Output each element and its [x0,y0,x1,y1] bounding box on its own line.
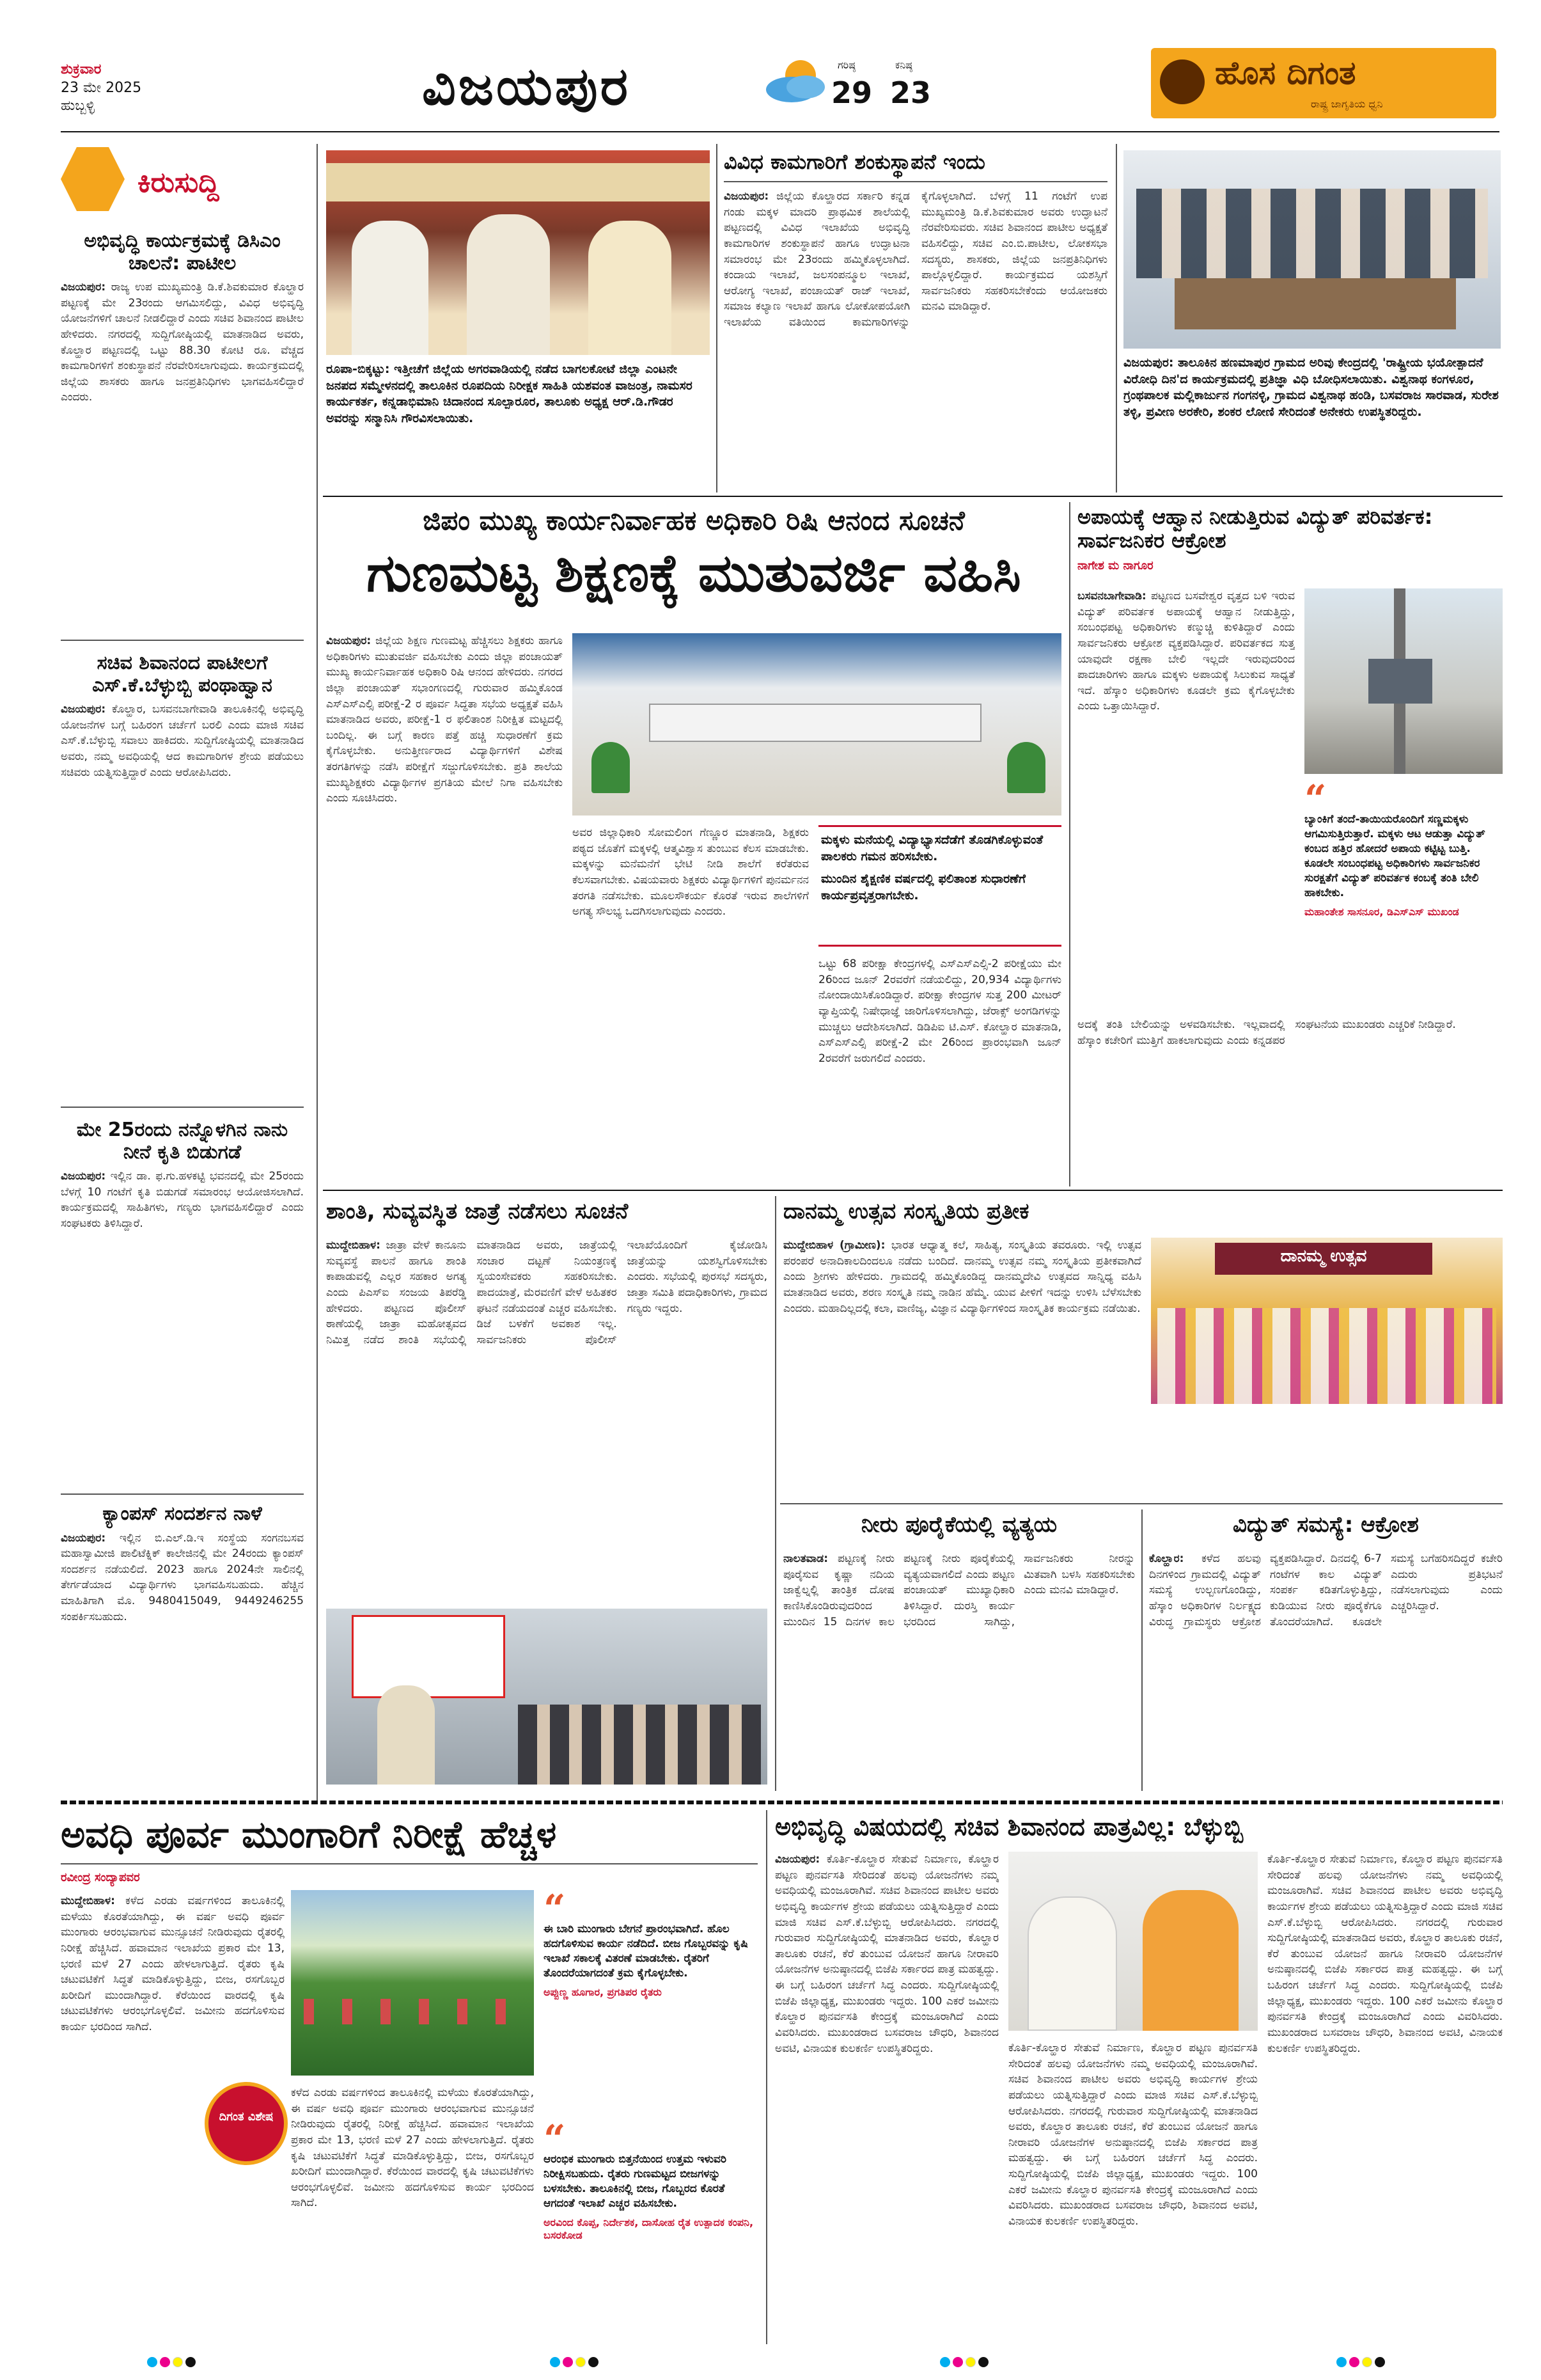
section-rule [61,1801,1503,1804]
press-meet-photo [1008,1852,1258,2031]
person-shape [588,221,671,355]
lead-dateline: ವಿಜಯಪುರ: [326,634,372,647]
brief-divider [61,1493,304,1495]
monsoon-quote-2-author: ಅರವಿಂದ ಕೊಪ್ಪ, ನಿರ್ದೇಶಕ, ದಾಸೋಹ ರೈತ ಉತ್ಪಾದಕ ಕಂಪನಿ, ಬಸರಕೋಡ [544,2216,754,2241]
bellubbi-text-3: ಕೊರ್ತಿ-ಕೊಲ್ಹಾರ ಸೇತುವೆ ನಿರ್ಮಾಣ, ಕೊಲ್ಹಾರ ಪಟ್ಟಣ ಪುನರ್ವಸತಿ ಸೇರಿದಂತೆ ಹಲವು ಯೋಜನೆಗಳು ನಮ್ಮ ಅವಧಿಯಲ್ಲಿ ಮಂಜೂರಾಗಿವೆ. ಸಚಿವ ಶಿವಾನಂದ ಪಾಟೀಲ ಅವರು ಅಭಿವೃದ್ಧಿ ಕಾರ್ಯಗಳ ಶ್ರೇಯ ಪಡೆಯಲು ಯತ್ನಿಸುತ್ತಿದ್ದಾರೆ ಎಂದು ಮಾಜಿ ಸಚಿವ ಎಸ್.ಕೆ.ಬೆಳ್ಳುಬ್ಬಿ ಆರೋಪಿಸಿದರು. ನಗರದಲ್ಲಿ ಗುರುವಾರ ಸುದ್ದಿಗೋಷ್ಠಿಯಲ್ಲಿ ಮಾತನಾಡಿದ ಅವರು, ಕೊಲ್ಹಾರ ತಾಲೂಕು ರಚನೆ, ಕೆರೆ ತುಂಬುವ ಯೋಜನೆ ಹಾಗೂ ನೀರಾವರಿ ಯೋಜನೆಗಳ ಅನುಷ್ಠಾನದಲ್ಲಿ ಬಿಜೆಪಿ ಸರ್ಕಾರದ ಪಾತ್ರ ಮಹತ್ವದ್ದು. ಈ ಬಗ್ಗೆ ಬಹಿರಂಗ ಚರ್ಚೆಗೆ ಸಿದ್ಧ ಎಂದರು. ಸುದ್ದಿಗೋಷ್ಠಿಯಲ್ಲಿ ಬಿಜೆಪಿ ಜಿಲ್ಲಾಧ್ಯಕ್ಷ, ಮುಖಂಡರು ಇದ್ದರು. 100 ಎಕರೆ ಜಮೀನು ಕೊಲ್ಹಾರ ಪುನರ್ವಸತಿ ಕೇಂದ್ರಕ್ಕೆ ಮಂಜೂರಾಗಿದೆ ಎಂದು ವಿವರಿಸಿದರು. ಮುಖಂಡರಾದ ಬಸವರಾಜ ಚೌಧರಿ, ಶಿವಾನಂದ ಅವಟಿ, ವಿನಾಯಕ ಕುಲಕರ್ಣಿ ಉಪಸ್ಥಿತರಿದ್ದರು. [1267,1853,1503,2055]
brief-3-headline: ಮೇ 25ರಂದು ನನ್ನೊಳಗಿನ ನಾನು ನೀನೆ ಕೃತಿ ಬಿಡುಗಡೆ [76,1119,288,1163]
lead-story [326,505,1061,1183]
danamma-photo [1151,1238,1503,1404]
power-body [1149,1551,1503,1788]
monsoon-body-2 [291,2085,534,2341]
reg-dot-magenta [1349,2357,1359,2367]
foundation-headline: ವಿವಿಧ ಕಾಮಗಾರಿಗೆ ಶಂಕುಸ್ಥಾಪನೆ ಇಂದು [724,150,985,174]
brief-2-dateline: ವಿಜಯಪುರ: [61,703,106,716]
brief-2-body [61,702,304,1098]
column-rule [1141,1509,1143,1791]
reg-dot-yellow [966,2357,976,2367]
shanti-story [326,1199,767,1788]
brief-1 [61,230,304,599]
paddy-field-photo [291,1890,534,2076]
bellubbi-story [775,1813,1503,2344]
pullquote-1: ಮಕ್ಕಳು ಮನೆಯಲ್ಲಿ ವಿದ್ಯಾಭ್ಯಾಸದೆಡೆಗೆ ತೊಡಗಿಕೊಳ್ಳುವಂತೆ ಪಾಲಕರು ಗಮನ ಹರಿಸಬೇಕು. [821,833,1044,863]
lead-kicker: ಜಿಪಂ ಮುಖ್ಯ ಕಾರ್ಯನಿರ್ವಾಹಕ ಅಧಿಕಾರಿ ರಿಷಿ ಆನಂದ ಸೂಚನೆ [423,505,965,536]
column-rule [775,1196,776,1791]
person-shape [1143,1890,1239,2031]
reg-dot-yellow [575,2357,586,2367]
transformer-shape [1368,659,1432,704]
monsoon-quote-1 [544,1887,758,2114]
felicitation-photo [326,150,710,355]
water-body [783,1551,1135,1788]
bellubbi-body-2 [1008,2040,1258,2341]
reg-dot-black [185,2357,196,2367]
kirusuddi-label-box [61,147,304,217]
transformer-story [1077,505,1503,1183]
officer-shape [377,1685,435,1785]
transformer-tail: ಅದಕ್ಕೆ ತಂತಿ ಬೇಲಿಯನ್ನು ಅಳವಡಿಸಬೇಕು. ಇಲ್ಲವಾದಲ್ಲಿ ಹೆಸ್ಕಾಂ ಕಚೇರಿಗೆ ಮುತ್ತಿಗೆ ಹಾಕಲಾಗುವುದು ಎಂದು ಕನ್ನಡಪರ ಸಂಘಟನೆಯ ಮುಖಂಡರು ಎಚ್ಚರಿಕೆ ನೀಡಿದ್ದಾರೆ. [1077,1018,1456,1047]
danamma-dateline: ಮುದ್ದೇಬಿಹಾಳ (ಗ್ರಾಮೀಣ): [783,1239,886,1252]
badge-text: ದಿಗಂತ ವಿಶೇಷ [219,2110,274,2124]
reg-dot-magenta [563,2357,573,2367]
brief-divider [61,640,304,641]
brief-2 [61,652,304,1098]
temp-max-label: ಗರಿಷ್ಠ [838,59,856,71]
brief-1-text: ರಾಜ್ಯ ಉಪ ಮುಖ್ಯಮಂತ್ರಿ ಡಿ.ಕೆ.ಶಿವಕುಮಾರ ಕೊಲ್ಹಾರ ಪಟ್ಟಣಕ್ಕೆ ಮೇ 23ರಂದು ಆಗಮಿಸಲಿದ್ದು, ವಿವಿಧ ಅಭಿವೃದ್ಧಿ ಯೋಜನೆಗಳಿಗೆ ಚಾಲನೆ ನೀಡಲಿದ್ದಾರೆ ಎಂದು ಸಚಿವ ಶಿವಾನಂದ ಪಾಟೀಲ ಹೇಳಿದರು. ನಗರದಲ್ಲಿ ಸುದ್ದಿಗೋಷ್ಠಿಯಲ್ಲಿ ಮಾತನಾಡಿದ ಅವರು, ಕೊಲ್ಹಾರ ಪಟ್ಟಣದಲ್ಲಿ ಒಟ್ಟು 88.30 ಕೋಟಿ ರೂ. ವೆಚ್ಚದ ಕಾಮಗಾರಿಗಳಿಗೆ ಶಂಕುಸ್ಥಾಪನೆ ನೆರವೇರಿಸಲಾಗುವುದು. ಕಾರ್ಯಕ್ರಮದಲ್ಲಿ ಜಿಲ್ಲೆಯ ಶಾಸಕರು ಹಾಗೂ ಜನಪ್ರತಿನಿಧಿಗಳು ಭಾಗವಹಿಸಲಿದ್ದಾರೆ ಎಂದರು. [61,281,304,404]
column-rule [716,144,717,493]
lead-body-left [326,633,563,1183]
person-shape [1028,1896,1117,2031]
person-shape [352,221,428,355]
power-headline: ವಿದ್ಯುತ್ ಸಮಸ್ಯೆ: ಆಕ್ರೋಶ [1233,1512,1419,1538]
transformer-dateline: ಬಸವನಬಾಗೇವಾಡಿ: [1077,590,1146,603]
logo-emblem-icon [1160,59,1205,104]
column-rule [766,1810,767,2344]
digantha-vishesha-badge [205,2082,288,2165]
brief-1-body [61,280,304,599]
crowd-shape [1157,1308,1496,1404]
kirusuddi-label: ಕಿರುಸುದ್ದಿ [137,166,219,199]
pledge-photo [1123,150,1501,349]
felicitation-caption: ರೂಪಾ-ಬಿಕ್ಕಟ್ಟು: ಇತ್ತೀಚೆಗೆ ಜಿಲ್ಲೆಯ ಅಗರವಾಡಿಯಲ್ಲಿ ನಡೆದ ಬಾಗಲಕೋಟೆ ಜಿಲ್ಲಾ ಎಂಟನೇ ಜನಪದ ಸಮ್ಮೇಳನದಲ್ಲಿ ತಾಲೂಕಿನ ರೂಪದಿಯ ನಿರೀಕ್ಷಕ ಸಾಹಿತಿ ಯಶವಂತ ವಾಜಂತ್ರ, ನಾಮಸರ ಕಾರ್ಯಕರ್ತ, ಕನ್ನಡಾಭಿಮಾನಿ ಚಿದಾನಂದ ಸೂಲ್ಪಾರೂರ, ತಾಲೂಕು ಅಧ್ಯಕ್ಷ ಆರ್.ಡಿ.ಗೌಡರ ಅವರನ್ನು ಸನ್ಮಾನಿಸಿ ಗೌರವಿಸಲಾಯಿತು. [326,362,692,425]
brief-1-dateline: ವಿಜಯಪುರ: [61,281,106,294]
reg-dot-cyan [940,2357,950,2367]
plant-shape [1007,742,1045,793]
monsoon-quote-1-author: ಅಪ್ಪುಣ್ಣ ಹೂಗಾರ, ಪ್ರಗತಿಪರ ರೈತರು [544,1985,662,1998]
brief-2-headline: ಸಚಿವ ಶಿವಾನಂದ ಪಾಟೀಲಗೆ ಎಸ್.ಕೆ.ಬೆಳ್ಳುಬ್ಬಿ ಪಂಥಾಹ್ವಾನ [92,652,272,697]
masthead-date-block [61,61,208,116]
column-rule [317,144,318,1801]
power-story [1149,1513,1503,1788]
reg-dot-yellow [1362,2357,1372,2367]
paper-tagline: ರಾಷ್ಟ್ರ ಜಾಗೃತಿಯ ಧ್ವನಿ [1311,98,1383,110]
banner-strip [326,163,710,201]
bellubbi-text-2: ಕೊರ್ತಿ-ಕೊಲ್ಹಾರ ಸೇತುವೆ ನಿರ್ಮಾಣ, ಕೊಲ್ಹಾರ ಪಟ್ಟಣ ಪುನರ್ವಸತಿ ಸೇರಿದಂತೆ ಹಲವು ಯೋಜನೆಗಳು ನಮ್ಮ ಅವಧಿಯಲ್ಲಿ ಮಂಜೂರಾಗಿವೆ. ಸಚಿವ ಶಿವಾನಂದ ಪಾಟೀಲ ಅವರು ಅಭಿವೃದ್ಧಿ ಕಾರ್ಯಗಳ ಶ್ರೇಯ ಪಡೆಯಲು ಯತ್ನಿಸುತ್ತಿದ್ದಾರೆ ಎಂದು ಮಾಜಿ ಸಚಿವ ಎಸ್.ಕೆ.ಬೆಳ್ಳುಬ್ಬಿ ಆರೋಪಿಸಿದರು. ನಗರದಲ್ಲಿ ಗುರುವಾರ ಸುದ್ದಿಗೋಷ್ಠಿಯಲ್ಲಿ ಮಾತನಾಡಿದ ಅವರು, ಕೊಲ್ಹಾರ ತಾಲೂಕು ರಚನೆ, ಕೆರೆ ತುಂಬುವ ಯೋಜನೆ ಹಾಗೂ ನೀರಾವರಿ ಯೋಜನೆಗಳ ಅನುಷ್ಠಾನದಲ್ಲಿ ಬಿಜೆಪಿ ಸರ್ಕಾರದ ಪಾತ್ರ ಮಹತ್ವದ್ದು. ಈ ಬಗ್ಗೆ ಬಹಿರಂಗ ಚರ್ಚೆಗೆ ಸಿದ್ಧ ಎಂದರು. ಸುದ್ದಿಗೋಷ್ಠಿಯಲ್ಲಿ ಬಿಜೆಪಿ ಜಿಲ್ಲಾಧ್ಯಕ್ಷ, ಮುಖಂಡರು ಇದ್ದರು. 100 ಎಕರೆ ಜಮೀನು ಕೊಲ್ಹಾರ ಪುನರ್ವಸತಿ ಕೇಂದ್ರಕ್ಕೆ ಮಂಜೂರಾಗಿದೆ ಎಂದು ವಿವರಿಸಿದರು. ಮುಖಂಡರಾದ ಬಸವರಾಜ ಚೌಧರಿ, ಶಿವಾನಂದ ಅವಟಿ, ವಿನಾಯಕ ಕುಲಕರ್ಣಿ ಉಪಸ್ಥಿತರಿದ್ದರು. [1008,2042,1258,2228]
brief-2-text: ಕೊಲ್ಹಾರ, ಬಸವನಬಾಗೇವಾಡಿ ತಾಲೂಕಿನಲ್ಲಿ ಅಭಿವೃದ್ಧಿ ಯೋಜನೆಗಳ ಬಗ್ಗೆ ಬಹಿರಂಗ ಚರ್ಚೆಗೆ ಬರಲಿ ಎಂದು ಮಾಜಿ ಸಚಿವ ಎಸ್.ಕೆ.ಬೆಳ್ಳುಬ್ಬಿ ಸವಾಲು ಹಾಕಿದರು. ಸುದ್ದಿಗೋಷ್ಠಿಯಲ್ಲಿ ಮಾತನಾಡಿದ ಅವರು, ನಮ್ಮ ಅವಧಿಯಲ್ಲಿ ಆದ ಕಾಮಗಾರಿಗಳ ಶ್ರೇಯ ಪಡೆಯಲು ಸಚಿವರು ಯತ್ನಿಸುತ್ತಿದ್ದಾರೆ ಎಂದು ಆರೋಪಿಸಿದರು. [61,703,304,779]
kirusuddi-column [61,141,313,1804]
reg-dot-black [588,2357,598,2367]
transformer-quote: ಬ್ಯಾಂಕಿಗೆ ತಂದೆ-ತಾಯಿಯರೊಂದಿಗೆ ಸಣ್ಣಮಕ್ಕಳು ಆಗಮಿಸುತ್ತಿರುತ್ತಾರೆ. ಮಕ್ಕಳು ಆಟ ಆಡುತ್ತಾ ವಿದ್ಯುತ್ ಕಂಬದ ಹತ್ತಿರ ಹೋದರೆ ಅಪಾಯ ಕಟ್ಟಿಟ್ಟ ಬುತ್ತಿ. ಕೂಡಲೇ ಸಂಬಂಧಪಟ್ಟ ಅಧಿಕಾರಿಗಳು ಸಾರ್ವಜನಿಕರ ಸುರಕ್ಷತೆಗೆ ವಿದ್ಯುತ್ ಪರಿವರ್ತಕ ಕಂಬಕ್ಕೆ ತಂತಿ ಬೇಲಿ ಹಾಕಬೇಕು. [1304,813,1485,899]
masthead-edition-title: ವಿಜಯಪುರ [422,56,630,117]
dais-table [649,704,982,742]
worker-row [304,1999,521,2024]
brief-3-dateline: ವಿಜಯಪುರ: [61,1170,106,1183]
transformer-body [1077,588,1295,998]
monsoon-dateline: ಮುದ್ದೇಬಿಹಾಳ: [61,1895,115,1907]
monsoon-text-2: ಕಳೆದ ಎರಡು ವರ್ಷಗಳಿಂದ ತಾಲೂಕಿನಲ್ಲಿ ಮಳೆಯು ಕೊರತೆಯಾಗಿದ್ದು, ಈ ವರ್ಷ ಅವಧಿ ಪೂರ್ವ ಮುಂಗಾರು ಆರಂಭವಾಗುವ ಮುನ್ಸೂಚನೆ ನೀಡಿರುವುದು ರೈತರಲ್ಲಿ ನಿರೀಕ್ಷೆ ಹೆಚ್ಚಿಸಿದೆ. ಹವಾಮಾನ ಇಲಾಖೆಯ ಪ್ರಕಾರ ಮೇ 13, ಭರಣಿ ಮಳೆ 27 ಎಂದು ಹೇಳಲಾಗುತ್ತಿದೆ. ರೈತರು ಕೃಷಿ ಚಟುವಟಿಕೆಗೆ ಸಿದ್ಧತೆ ಮಾಡಿಕೊಳ್ಳುತ್ತಿದ್ದು, ಬೀಜ, ರಸಗೊಬ್ಬರ ಖರೀದಿಗೆ ಮುಂದಾಗಿದ್ದಾರೆ. ಕೆರೆಯಿಂದ ವಾರದಲ್ಲಿ ಕೃಷಿ ಚಟುವಟಿಕೆಗಳು ಆರಂಭಗೊಳ್ಳಲಿವೆ. ಜಮೀನು ಹದಗೊಳಿಸುವ ಕಾರ್ಯ ಭರದಿಂದ ಸಾಗಿದೆ. [291,2086,534,2210]
reg-dot-black [978,2357,989,2367]
shanti-body [326,1238,767,1596]
monsoon-quote-2 [544,2117,758,2341]
quote-mark-icon: “ [544,1887,566,1932]
transformer-text: ಪಟ್ಟಣದ ಬಸವೇಶ್ವರ ವೃತ್ತದ ಬಳಿ ಇರುವ ವಿದ್ಯುತ್ ಪರಿವರ್ತಕ ಅಪಾಯಕ್ಕೆ ಆಹ್ವಾನ ನೀಡುತ್ತಿದ್ದು, ಸಂಬಂಧಪಟ್ಟ ಅಧಿಕಾರಿಗಳು ಕಣ್ಮುಚ್ಚಿ ಕುಳಿತಿದ್ದಾರೆ ಎಂದು ಸಾರ್ವಜನಿಕರು ಆಕ್ರೋಶ ವ್ಯಕ್ತಪಡಿಸಿದ್ದಾರೆ. ಪರಿವರ್ತಕದ ಸುತ್ತ ಯಾವುದೇ ರಕ್ಷಣಾ ಬೇಲಿ ಇಲ್ಲದೇ ಇರುವುದರಿಂದ ಪಾದಚಾರಿಗಳು ಹಾಗೂ ಮಕ್ಕಳು ಅಪಾಯಕ್ಕೆ ಸಿಲುಕುವ ಸಾಧ್ಯತೆ ಇದೆ. ಹೆಸ್ಕಾಂ ಅಧಿಕಾರಿಗಳು ಕೂಡಲೇ ಕ್ರಮ ಕೈಗೊಳ್ಳಬೇಕು ಎಂದು ಒತ್ತಾಯಿಸಿದ್ದಾರೆ. [1077,590,1295,713]
monsoon-quote-2-text: ಆರಂಭಿಕ ಮುಂಗಾರು ಬಿತ್ತನೆಯಿಂದ ಉತ್ತಮ ಇಳುವರಿ ನಿರೀಕ್ಷಿಸಬಹುದು. ರೈತರು ಗುಣಮಟ್ಟದ ಬೀಜಗಳನ್ನು ಬಳಸಬೇಕು. ತಾಲೂಕಿನಲ್ಲಿ ಬೀಜ, ಗೊಬ್ಬರದ ಕೊರತೆ ಆಗದಂತೆ ಇಲಾಖೆ ಎಚ್ಚರ ವಹಿಸಬೇಕು. [544,2153,726,2210]
power-text: ಕಳೆದ ಹಲವು ದಿನಗಳಿಂದ ಗ್ರಾಮದಲ್ಲಿ ವಿದ್ಯುತ್ ಸಮಸ್ಯೆ ಉಲ್ಬಣಗೊಂಡಿದ್ದು, ಹೆಸ್ಕಾಂ ಅಧಿಕಾರಿಗಳ ನಿರ್ಲಕ್ಷ್ಯದ ವಿರುದ್ಧ ಗ್ರಾಮಸ್ಥರು ಆಕ್ರೋಶ ವ್ಯಕ್ತಪಡಿಸಿದ್ದಾರೆ. ದಿನದಲ್ಲಿ 6-7 ಗಂಟೆಗಳ ಕಾಲ ವಿದ್ಯುತ್ ಸಂಪರ್ಕ ಕಡಿತಗೊಳ್ಳುತ್ತಿದ್ದು, ಕುಡಿಯುವ ನೀರು ಪೂರೈಕೆಗೂ ತೊಂದರೆಯಾಗಿದೆ. ಕೂಡಲೇ ಸಮಸ್ಯೆ ಬಗೆಹರಿಸದಿದ್ದರೆ ಕಚೇರಿ ಎದುರು ಪ್ರತಿಭಟನೆ ನಡೆಸಲಾಗುವುದು ಎಂದು ಎಚ್ಚರಿಸಿದ್ದಾರೆ. [1149,1552,1503,1628]
shanti-dateline: ಮುದ್ದೇಬಿಹಾಳ: [326,1239,380,1252]
reg-dot-cyan [147,2357,157,2367]
weather-icon [761,51,831,109]
bellubbi-text: ಕೊರ್ತಿ-ಕೊಲ್ಹಾರ ಸೇತುವೆ ನಿರ್ಮಾಣ, ಕೊಲ್ಹಾರ ಪಟ್ಟಣ ಪುನರ್ವಸತಿ ಸೇರಿದಂತೆ ಹಲವು ಯೋಜನೆಗಳು ನಮ್ಮ ಅವಧಿಯಲ್ಲಿ ಮಂಜೂರಾಗಿವೆ. ಸಚಿವ ಶಿವಾನಂದ ಪಾಟೀಲ ಅವರು ಅಭಿವೃದ್ಧಿ ಕಾರ್ಯಗಳ ಶ್ರೇಯ ಪಡೆಯಲು ಯತ್ನಿಸುತ್ತಿದ್ದಾರೆ ಎಂದು ಮಾಜಿ ಸಚಿವ ಎಸ್.ಕೆ.ಬೆಳ್ಳುಬ್ಬಿ ಆರೋಪಿಸಿದರು. ನಗರದಲ್ಲಿ ಗುರುವಾರ ಸುದ್ದಿಗೋಷ್ಠಿಯಲ್ಲಿ ಮಾತನಾಡಿದ ಅವರು, ಕೊಲ್ಹಾರ ತಾಲೂಕು ರಚನೆ, ಕೆರೆ ತುಂಬುವ ಯೋಜನೆ ಹಾಗೂ ನೀರಾವರಿ ಯೋಜನೆಗಳ ಅನುಷ್ಠಾನದಲ್ಲಿ ಬಿಜೆಪಿ ಸರ್ಕಾರದ ಪಾತ್ರ ಮಹತ್ವದ್ದು. ಈ ಬಗ್ಗೆ ಬಹಿರಂಗ ಚರ್ಚೆಗೆ ಸಿದ್ಧ ಎಂದರು. ಸುದ್ದಿಗೋಷ್ಠಿಯಲ್ಲಿ ಬಿಜೆಪಿ ಜಿಲ್ಲಾಧ್ಯಕ್ಷ, ಮುಖಂಡರು ಇದ್ದರು. 100 ಎಕರೆ ಜಮೀನು ಕೊಲ್ಹಾರ ಪುನರ್ವಸತಿ ಕೇಂದ್ರಕ್ಕೆ ಮಂಜೂರಾಗಿದೆ ಎಂದು ವಿವರಿಸಿದರು. ಮುಖಂಡರಾದ ಬಸವರಾಜ ಚೌಧರಿ, ಶಿವಾನಂದ ಅವಟಿ, ವಿನಾಯಕ ಕುಲಕರ್ಣಿ ಉಪಸ್ಥಿತರಿದ್ದರು. [775,1853,999,2055]
danamma-text: ಭಾರತ ಆಧ್ಯಾತ್ಮ ಕಲೆ, ಸಾಹಿತ್ಯ, ಸಂಸ್ಕೃತಿಯ ತವರೂರು. ಇಲ್ಲಿ ಉತ್ಸವ ಪರಂಪರೆ ಅನಾದಿಕಾಲದಿಂದಲೂ ನಡೆದು ಬಂದಿದೆ. ದಾನಮ್ಮ ಉತ್ಸವ ನಮ್ಮ ಸಂಸ್ಕೃತಿಯ ಪ್ರತೀಕವಾಗಿದೆ ಎಂದು ಶ್ರೀಗಳು ಹೇಳಿದರು. ಗ್ರಾಮದಲ್ಲಿ ಹಮ್ಮಿಕೊಂಡಿದ್ದ ದಾನಮ್ಮದೇವಿ ಉತ್ಸವದ ಸಾನ್ನಿಧ್ಯ ವಹಿಸಿ ಮಾತನಾಡಿದ ಅವರು, ಶರಣ ಸಂಸ್ಕೃತಿ ನಮ್ಮ ನಾಡಿನ ಹೆಮ್ಮೆ. ಯುವ ಪೀಳಿಗೆ ಇದನ್ನು ಉಳಿಸಿ ಬೆಳೆಸಬೇಕು ಎಂದರು. ಮಹಾದಿಲ್ಲದಲ್ಲಿ ಕಲಾ, ವಾಣಿಜ್ಯ, ವಿಜ್ಞಾನ ವಿದ್ಯಾರ್ಥಿಗಳಿಂದ ಸಾಂಸ್ಕೃತಿಕ ಕಾರ್ಯಕ್ರಮ ನಡೆಯಿತು. [783,1239,1141,1315]
water-dateline: ನಾಲತವಾಡ: [783,1552,829,1565]
transformer-headline: ಅಪಾಯಕ್ಕೆ ಆಹ್ವಾನ ನೀಡುತ್ತಿರುವ ವಿದ್ಯುತ್ ಪರಿವರ್ತಕ: ಸಾರ್ವಜನಿಕರ ಆಕ್ರೋಶ [1077,505,1433,553]
foundation-dateline: ವಿಜಯಪುರ: [724,190,769,203]
bellubbi-body [775,1852,999,2341]
brief-3-text: ಇಲ್ಲಿನ ಡಾ. ಫ.ಗು.ಹಳಕಟ್ಟಿ ಭವನದಲ್ಲಿ ಮೇ 25ರಂದು ಬೆಳಗ್ಗೆ 10 ಗಂಟೆಗೆ ಕೃತಿ ಬಿಡುಗಡೆ ಸಮಾರಂಭ ಆಯೋಜಿಸಲಾಗಿದೆ. ಕಾರ್ಯಕ್ರಮದಲ್ಲಿ ಸಾಹಿತಿಗಳು, ಗಣ್ಯರು ಭಾಗವಹಿಸಲಿದ್ದಾರೆ ಎಂದು ಸಂಘಟಕರು ತಿಳಿಸಿದ್ದಾರೆ. [61,1170,304,1230]
bellubbi-body-3 [1267,1852,1503,2341]
brief-divider [61,1107,304,1108]
danamma-banner-text: ದಾನಮ್ಮ ಉತ್ಸವ [1280,1247,1367,1266]
monsoon-byline: ರವೀಂದ್ರ ಸಂದ್ಯಾಪವರ [61,1871,140,1884]
group-shape [1136,189,1488,278]
audience-shape [518,1705,761,1785]
headline-rule [724,181,1107,182]
brief-1-headline: ಅಭಿವೃದ್ಧಿ ಕಾರ್ಯಕ್ರಮಕ್ಕೆ ಡಿಸಿಎಂ ಚಾಲನೆ: ಪಾಟೀಲ [84,230,281,274]
power-dateline: ಕೊಲ್ಹಾರ: [1149,1552,1184,1565]
brief-4-body [61,1531,304,1786]
pledge-caption: ವಿಜಯಪುರ: ತಾಲೂಕಿನ ಹಣಮಾಪುರ ಗ್ರಾಮದ ಅರಿವು ಕೇಂದ್ರದಲ್ಲಿ 'ರಾಷ್ಟ್ರೀಯ ಭಯೋತ್ಪಾದನೆ ವಿರೋಧಿ ದಿನ'ದ ಕಾರ್ಯಕ್ರಮದಲ್ಲಿ ಪ್ರತಿಜ್ಞಾ ವಿಧಿ ಬೋಧಿಸಲಾಯಿತು. ವಿಶ್ವನಾಥ ಕಂಗಳೂರ, ಗ್ರಂಥಪಾಲಕ ಮಲ್ಲಿಕಾರ್ಜುನ ಗಂಗನಳ್ಳಿ, ಗ್ರಾಮದ ವಿಶ್ವನಾಥ ಹಂಡಿ, ಬಸವರಾಜ ಸಾರವಾಡ, ಸುರೇಶ ತಳ್ಳಿ, ಪ್ರವೀಣ ಅರಕೇರಿ, ಶಂಕರ ಲೋಣಿ ಸೇರಿದಂತೆ ಅನೇಕರು ಉಪಸ್ಥಿತರಿದ್ದರು. [1123,356,1499,419]
brief-4 [61,1503,304,1786]
quote-mark-icon: “ [1304,777,1327,822]
paper-logo [1151,48,1496,118]
brief-4-dateline: ವಿಜಯಪುರ: [61,1531,106,1545]
reg-dot-black [1375,2357,1385,2367]
water-text: ಪಟ್ಟಣಕ್ಕೆ ನೀರು ಪೂರೈಸುವ ಕೃಷ್ಣಾ ನದಿಯ ಜಾಕ್ವೆಲ್ನಲ್ಲಿ ತಾಂತ್ರಿಕ ದೋಷ ಕಾಣಿಸಿಕೊಂಡಿರುವುದರಿಂದ ಮುಂದಿನ 15 ದಿನಗಳ ಕಾಲ ಪಟ್ಟಣಕ್ಕೆ ನೀರು ಪೂರೈಕೆಯಲ್ಲಿ ವ್ಯತ್ಯಯವಾಗಲಿದೆ ಎಂದು ಪಟ್ಟಣ ಪಂಚಾಯತ್ ಮುಖ್ಯಾಧಿಕಾರಿ ತಿಳಿಸಿದ್ದಾರೆ. ದುರಸ್ತಿ ಕಾರ್ಯ ಭರದಿಂದ ಸಾಗಿದ್ದು, ಸಾರ್ವಜನಿಕರು ನೀರನ್ನು ಮಿತವಾಗಿ ಬಳಸಿ ಸಹಕರಿಸಬೇಕು ಎಂದು ಮನವಿ ಮಾಡಿದ್ದಾರೆ. [783,1552,1135,1628]
masthead-day: ಶುಕ್ರವಾರ [61,61,102,77]
column-rule [1116,144,1117,493]
meeting-photo [572,633,1061,816]
masthead-rule [61,131,1499,132]
lead-body-mid: ಅವರ ಜಿಲ್ಲಾಧಿಕಾರಿ ಸೋಮಲಿಂಗ ಗೆಣ್ಣೂರ ಮಾತನಾಡಿ, ಶಿಕ್ಷಕರು ಪಠ್ಯದ ಜೊತೆಗೆ ಮಕ್ಕಳಲ್ಲಿ ಆತ್ಮವಿಶ್ವಾಸ ತುಂಬುವ ಕೆಲಸ ಮಾಡಬೇಕು. ಮಕ್ಕಳನ್ನು ಮನೆಮನೆಗೆ ಭೇಟಿ ನೀಡಿ ಶಾಲೆಗೆ ಕರೆತರುವ ಕೆಲಸವಾಗಬೇಕು. ವಿಷಯವಾರು ಶಿಕ್ಷಕರು ವಿದ್ಯಾರ್ಥಿಗಳಿಗೆ ಪುನರ್ಮನನ ತರಗತಿ ನಡೆಸಬೇಕು. ಮೂಲಸೌಕರ್ಯ ಕೊರತೆ ಇರುವ ಶಾಲೆಗಳಿಗೆ ಅಗತ್ಯ ಸೌಲಭ್ಯ ಒದಗಿಸಲಾಗುವುದು ಎಂದರು. [572,826,809,918]
brief-3 [61,1119,304,1501]
bellubbi-headline: ಅಭಿವೃದ್ಧಿ ವಿಷಯದಲ್ಲಿ ಸಚಿವ ಶಿವಾನಂದ ಪಾತ್ರವಿಲ್ಲ: ಬೆಳ್ಳುಬ್ಬಿ [775,1813,1244,1841]
row-rule [323,496,1503,497]
row-rule [780,1503,1503,1504]
pointing-hand-icon [61,147,125,211]
transformer-photo [1304,588,1503,774]
transformer-byline: ನಾಗೇಶ ಮ ನಾಗೂರ [1077,558,1154,572]
lead-body-right: ಒಟ್ಟು 68 ಪರೀಕ್ಷಾ ಕೇಂದ್ರಗಳಲ್ಲಿ ಎಸ್ಎಸ್ಎಲ್ಸಿ-2 ಪರೀಕ್ಷೆಯು ಮೇ 26ರಿಂದ ಜೂನ್ 2ರವರೆಗೆ ನಡೆಯಲಿದ್ದು, 20,934 ವಿದ್ಯಾರ್ಥಿಗಳು ನೋಂದಾಯಿಸಿಕೊಂಡಿದ್ದಾರೆ. ಪರೀಕ್ಷಾ ಕೇಂದ್ರಗಳ ಸುತ್ತ 200 ಮೀಟರ್ ವ್ಯಾಪ್ತಿಯಲ್ಲಿ ನಿಷೇಧಾಜ್ಞೆ ಜಾರಿಗೊಳಿಸಲಾಗಿದ್ದು, ಜೆರಾಕ್ಸ್ ಅಂಗಡಿಗಳನ್ನು ಮುಚ್ಚಲು ಆದೇಶಿಸಲಾಗಿದೆ. ಡಿಡಿಪಿಐ ಟಿ.ಎಸ್. ಕೋಲ್ಹಾರ ಮಾತನಾಡಿ, ಎಸ್ಎಸ್ಎಲ್ಸಿ ಪರೀಕ್ಷೆ-2 ಮೇ 26ರಿಂದ ಪ್ರಾರಂಭವಾಗಿ ಜೂನ್ 2ರವರೆಗೆ ಜರುಗಲಿದೆ ಎಂದರು. [818,958,1061,1065]
water-headline: ನೀರು ಪೂರೈಕೆಯಲ್ಲಿ ವ್ಯತ್ಯಯ [861,1512,1058,1538]
reg-dot-cyan [550,2357,560,2367]
shanti-photo [326,1609,767,1785]
lead-headline: ಗುಣಮಟ್ಟ ಶಿಕ್ಷಣಕ್ಕೆ ಮುತುವರ್ಜಿ ವಹಿಸಿ [366,543,1021,604]
bellubbi-dateline: ವಿಜಯಪುರ: [775,1853,820,1866]
quote-mark-icon: “ [544,2117,566,2162]
lead-pullquote-box [818,825,1061,947]
danamma-story [783,1199,1503,1500]
masthead [0,0,1541,134]
danamma-headline: ದಾನಮ್ಮ ಉತ್ಸವ ಸಂಸ್ಕೃತಿಯ ಪ್ರತೀಕ [783,1199,1029,1224]
table-shape [1175,278,1456,329]
water-story [783,1513,1135,1788]
registration-marks-far-right [1336,2357,1388,2370]
monsoon-story [61,1813,758,2344]
row-rule [323,1190,1503,1191]
transformer-quote-author: ಮಹಾಂತೇಶ ಸಾಸನೂರ, ಡಿಎಸ್ಎಸ್ ಮುಖಂಡ [1304,905,1459,918]
foundation-story [724,150,1107,489]
headline-rule [61,1863,758,1864]
transformer-quote-box [1304,777,1503,1011]
reg-dot-cyan [1336,2357,1347,2367]
column-rule [1069,502,1070,1186]
plant-shape [591,742,630,793]
person-shape [467,214,550,355]
temp-min: 23 [890,75,932,110]
pullquote-2: ಮುಂದಿನ ಶೈಕ್ಷಣಿಕ ವರ್ಷದಲ್ಲಿ ಫಲಿತಾಂಶ ಸುಧಾರಣೆಗೆ ಕಾರ್ಯಪ್ರವೃತ್ತರಾಗಬೇಕು. [821,872,1026,902]
monsoon-headline: ಅವಧಿ ಪೂರ್ವ ಮುಂಗಾರಿಗೆ ನಿರೀಕ್ಷೆ ಹೆಚ್ಚಳ [61,1813,557,1856]
masthead-city: ಹುಬ್ಬಳ್ಳಿ [61,98,95,114]
foundation-body [724,189,1107,486]
brief-3-body [61,1169,304,1501]
temp-min-label: ಕನಿಷ್ಠ [895,59,912,71]
reg-dot-magenta [160,2357,170,2367]
brief-4-headline: ಕ್ಯಾಂಪಸ್ ಸಂದರ್ಶನ ನಾಳೆ [102,1502,262,1525]
foundation-text: ಜಿಲ್ಲೆಯ ಕೊಲ್ಹಾರದ ಸರ್ಕಾರಿ ಕನ್ನಡ ಗಂಡು ಮಕ್ಕಳ ಮಾದರಿ ಪ್ರಾಥಮಿಕ ಶಾಲೆಯಲ್ಲಿ ಪಟ್ಟಣದಲ್ಲಿ ವಿವಿಧ ಇಲಾಖೆಯ ಅಭಿವೃದ್ಧಿ ಕಾಮಗಾರಿಗಳ ಶಂಕುಸ್ಥಾಪನೆ ಹಾಗೂ ಉದ್ಘಾಟನಾ ಸಮಾರಂಭ ಮೇ 23ರಂದು ಹಮ್ಮಿಕೊಳ್ಳಲಾಗಿದೆ. ಕಂದಾಯ ಇಲಾಖೆ, ಜಲಸಂಪನ್ಮೂಲ ಇಲಾಖೆ, ಆರೋಗ್ಯ ಇಲಾಖೆ, ಪಂಚಾಯತ್ ರಾಜ್ ಇಲಾಖೆ, ಸಮಾಜ ಕಲ್ಯಾಣ ಇಲಾಖೆ ಹಾಗೂ ಲೋಕೋಪಯೋಗಿ ಇಲಾಖೆಯ ವತಿಯಿಂದ ಕಾಮಗಾರಿಗಳನ್ನು ಕೈಗೊಳ್ಳಲಾಗಿದೆ. ಬೆಳಗ್ಗೆ 11 ಗಂಟೆಗೆ ಉಪ ಮುಖ್ಯಮಂತ್ರಿ ಡಿ.ಕೆ.ಶಿವಕುಮಾರ ಅವರು ಉದ್ಘಾಟನೆ ನೆರವೇರಿಸುವರು. ಸಚಿವ ಶಿವಾನಂದ ಪಾಟೀಲ ಅಧ್ಯಕ್ಷತೆ ವಹಿಸಲಿದ್ದು, ಸಚಿವ ಎಂ.ಬಿ.ಪಾಟೀಲ, ಲೋಕಸಭಾ ಸದಸ್ಯರು, ಶಾಸಕರು, ಜಿಲ್ಲೆಯ ಜನಪ್ರತಿನಿಧಿಗಳು ಪಾಲ್ಗೊಳ್ಳಲಿದ್ದಾರೆ. ಕಾರ್ಯಕ್ರಮದ ಯಶಸ್ಸಿಗೆ ಸಾರ್ವಜನಿಕರು ಸಹಕರಿಸಬೇಕೆಂದು ಆಯೋಜಕರು ಮನವಿ ಮಾಡಿದ್ದಾರೆ. [724,190,1107,329]
paper-name: ಹೊಸ ದಿಗಂತ [1215,54,1356,91]
lead-text-left: ಜಿಲ್ಲೆಯ ಶಿಕ್ಷಣ ಗುಣಮಟ್ಟ ಹೆಚ್ಚಿಸಲು ಶಿಕ್ಷಕರು ಹಾಗೂ ಅಧಿಕಾರಿಗಳು ಮುತುವರ್ಜಿ ವಹಿಸಬೇಕು ಎಂದು ಜಿಲ್ಲಾ ಪಂಚಾಯತ್ ಮುಖ್ಯ ಕಾರ್ಯನಿರ್ವಾಹಕ ಅಧಿಕಾರಿ ರಿಷಿ ಆನಂದ ಹೇಳಿದರು. ನಗರದ ಜಿಲ್ಲಾ ಪಂಚಾಯತ್ ಸಭಾಂಗಣದಲ್ಲಿ ಗುರುವಾರ ಹಮ್ಮಿಕೊಂಡ ಎಸ್ಎಸ್ಎಲ್ಸಿ ಪರೀಕ್ಷೆ-2 ರ ಪೂರ್ವ ಸಿದ್ಧತಾ ಸಭೆಯ ಅಧ್ಯಕ್ಷತೆ ವಹಿಸಿ ಮಾತನಾಡಿದ ಅವರು, ಪರೀಕ್ಷೆ-1 ರ ಫಲಿತಾಂಶ ನಿರೀಕ್ಷಿತ ಮಟ್ಟದಲ್ಲಿ ಬಂದಿಲ್ಲ. ಈ ಬಗ್ಗೆ ಕಾರಣ ಪತ್ತೆ ಹಚ್ಚಿ ಸುಧಾರಣೆಗೆ ಕ್ರಮ ಕೈಗೊಳ್ಳಬೇಕು. ಅನುತ್ತೀರ್ಣರಾದ ವಿದ್ಯಾರ್ಥಿಗಳಿಗೆ ವಿಶೇಷ ತರಗತಿಗಳನ್ನು ನಡೆಸಿ ಪರೀಕ್ಷೆಗೆ ಸಜ್ಜುಗೊಳಿಸಬೇಕು. ಪ್ರತಿ ಶಾಲೆಯ ಮುಖ್ಯಶಿಕ್ಷಕರು ವಿದ್ಯಾರ್ಥಿಗಳ ಪ್ರಗತಿಯ ಮೇಲೆ ನಿಗಾ ವಹಿಸಬೇಕು ಎಂದು ಸೂಚಿಸಿದರು. [326,634,563,805]
danamma-body [783,1238,1141,1493]
emergency-banner [352,1615,505,1698]
monsoon-text: ಕಳೆದ ಎರಡು ವರ್ಷಗಳಿಂದ ತಾಲೂಕಿನಲ್ಲಿ ಮಳೆಯು ಕೊರತೆಯಾಗಿದ್ದು, ಈ ವರ್ಷ ಅವಧಿ ಪೂರ್ವ ಮುಂಗಾರು ಆರಂಭವಾಗುವ ಮುನ್ಸೂಚನೆ ನೀಡಿರುವುದು ರೈತರಲ್ಲಿ ನಿರೀಕ್ಷೆ ಹೆಚ್ಚಿಸಿದೆ. ಹವಾಮಾನ ಇಲಾಖೆಯ ಪ್ರಕಾರ ಮೇ 13, ಭರಣಿ ಮಳೆ 27 ಎಂದು ಹೇಳಲಾಗುತ್ತಿದೆ. ರೈತರು ಕೃಷಿ ಚಟುವಟಿಕೆಗೆ ಸಿದ್ಧತೆ ಮಾಡಿಕೊಳ್ಳುತ್ತಿದ್ದು, ಬೀಜ, ರಸಗೊಬ್ಬರ ಖರೀದಿಗೆ ಮುಂದಾಗಿದ್ದಾರೆ. ಕೆರೆಯಿಂದ ವಾರದಲ್ಲಿ ಕೃಷಿ ಚಟುವಟಿಕೆಗಳು ಆರಂಭಗೊಳ್ಳಲಿವೆ. ಜಮೀನು ಹದಗೊಳಿಸುವ ಕಾರ್ಯ ಭರದಿಂದ ಸಾಗಿದೆ. [61,1895,285,2034]
reg-dot-yellow [173,2357,183,2367]
masthead-date: 23 ಮೇ 2025 [61,79,142,96]
monsoon-quote-1-text: ಈ ಬಾರಿ ಮುಂಗಾರು ಬೇಗನೆ ಪ್ರಾರಂಭವಾಗಿದೆ. ಹೊಲ ಹದಗೊಳಿಸುವ ಕಾರ್ಯ ನಡೆದಿದೆ. ಬೀಜ ಗೊಬ್ಬರವನ್ನು ಕೃಷಿ ಇಲಾಖೆ ಸಕಾಲಕ್ಕೆ ವಿತರಣೆ ಮಾಡಬೇಕು. ರೈತರಿಗೆ ತೊಂದರೆಯಾಗದಂತೆ ಕ್ರಮ ಕೈಗೊಳ್ಳಬೇಕು. [544,1923,748,1980]
reg-dot-magenta [953,2357,963,2367]
shanti-headline: ಶಾಂತಿ, ಸುವ್ಯವಸ್ಥಿತ ಜಾತ್ರೆ ನಡೆಸಲು ಸೂಚನೆ [326,1199,629,1224]
registration-marks-left [147,2357,198,2370]
registration-marks-right [940,2357,991,2370]
registration-marks-mid [550,2357,601,2370]
brief-4-text: ಇಲ್ಲಿನ ಬಿ.ಎಲ್.ಡಿ.ಇ ಸಂಸ್ಥೆಯ ಸಂಗನಬಸವ ಮಹಾಸ್ವಾಮೀಜಿ ಪಾಲಿಟೆಕ್ನಿಕ್ ಕಾಲೇಜಿನಲ್ಲಿ ಮೇ 24ರಂದು ಕ್ಯಾಂಪಸ್ ಸಂದರ್ಶನ ನಡೆಯಲಿದೆ. 2023 ಹಾಗೂ 2024ನೇ ಸಾಲಿನಲ್ಲಿ ತೇರ್ಗಡೆಯಾದ ವಿದ್ಯಾರ್ಥಿಗಳು ಭಾಗವಹಿಸಬಹುದು. ಹೆಚ್ಚಿನ ಮಾಹಿತಿಗಾಗಿ ಮೊ. 9480415049, 9449246255 ಸಂಪರ್ಕಿಸಬಹುದು. [61,1531,304,1623]
temp-max: 29 [831,75,873,110]
shanti-text: ಜಾತ್ರಾ ವೇಳೆ ಕಾನೂನು ಸುವ್ಯವಸ್ಥೆ ಪಾಲನೆ ಹಾಗೂ ಶಾಂತಿ ಕಾಪಾಡುವಲ್ಲಿ ಎಲ್ಲರ ಸಹಕಾರ ಅಗತ್ಯ ಎಂದು ಪಿಎಸ್ಐ ಸಂಜಯ ತಿಪರೆಡ್ಡಿ ಹೇಳಿದರು. ಪಟ್ಟಣದ ಪೊಲೀಸ್ ಠಾಣೆಯಲ್ಲಿ ಜಾತ್ರಾ ಮಹೋತ್ಸವದ ನಿಮಿತ್ತ ನಡೆದ ಶಾಂತಿ ಸಭೆಯಲ್ಲಿ ಮಾತನಾಡಿದ ಅವರು, ಜಾತ್ರೆಯಲ್ಲಿ ಸಂಚಾರ ದಟ್ಟಣೆ ನಿಯಂತ್ರಣಕ್ಕೆ ಸ್ವಯಂಸೇವಕರು ಸಹಕರಿಸಬೇಕು. ಪಾದಯಾತ್ರೆ, ಮೆರವಣಿಗೆ ವೇಳೆ ಅಹಿತಕರ ಘಟನೆ ನಡೆಯದಂತೆ ಎಚ್ಚರ ವಹಿಸಬೇಕು. ಡಿಜೆ ಬಳಕೆಗೆ ಅವಕಾಶ ಇಲ್ಲ. ಸಾರ್ವಜನಿಕರು ಪೊಲೀಸ್ ಇಲಾಖೆಯೊಂದಿಗೆ ಕೈಜೋಡಿಸಿ ಜಾತ್ರೆಯನ್ನು ಯಶಸ್ವಿಗೊಳಿಸಬೇಕು ಎಂದರು. ಸಭೆಯಲ್ಲಿ ಪುರಸಭೆ ಸದಸ್ಯರು, ಜಾತ್ರಾ ಸಮಿತಿ ಪದಾಧಿಕಾರಿಗಳು, ಗ್ರಾಮದ ಗಣ್ಯರು ಇದ್ದರು. [326,1239,767,1346]
